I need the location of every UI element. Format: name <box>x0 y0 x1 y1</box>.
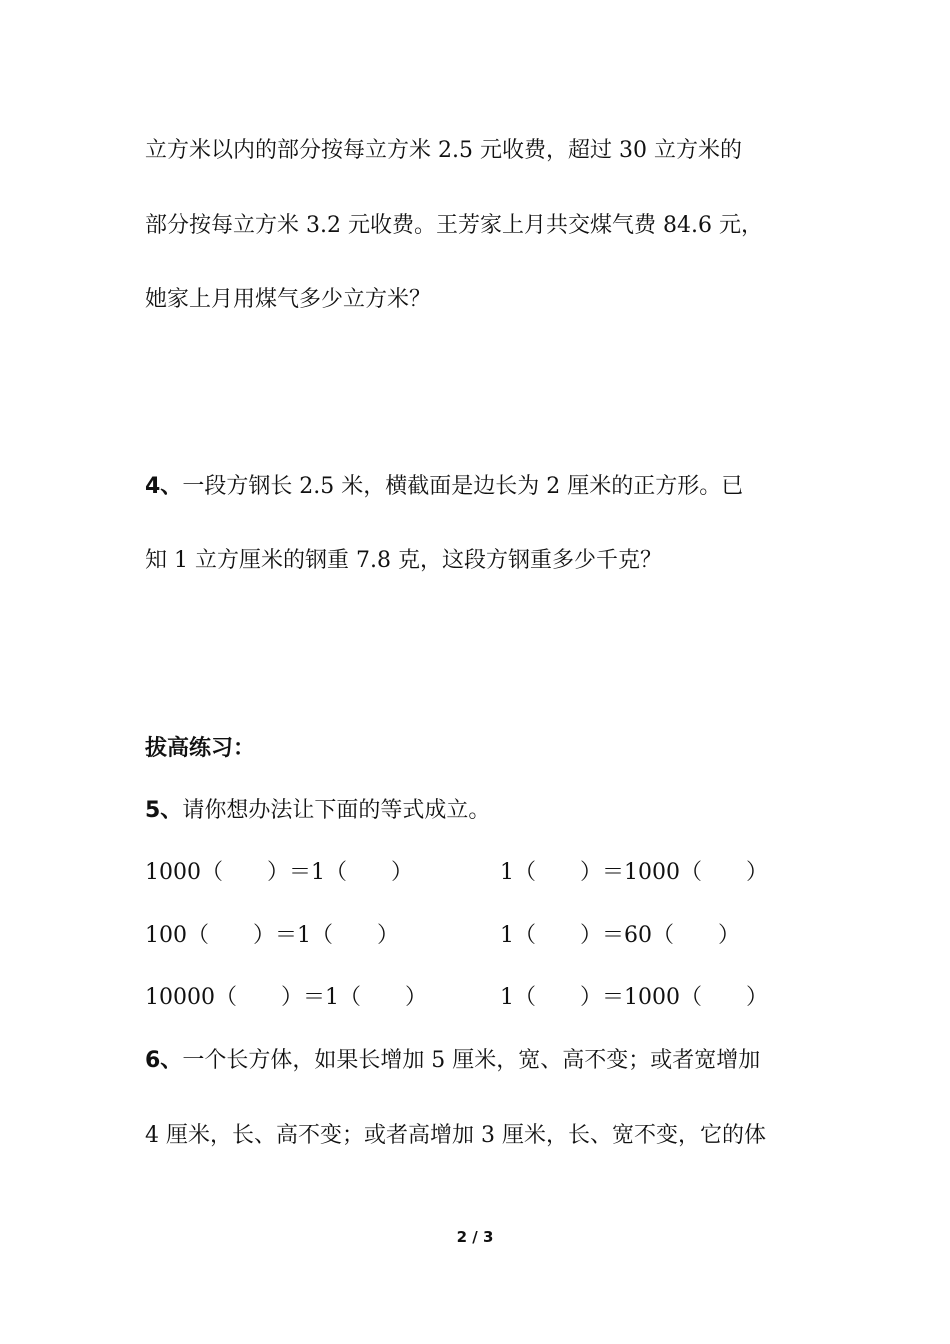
problem4-text1: 一段方钢长 2.5 米，横截面是边长为 2 厘米的正方形。已 <box>182 474 744 499</box>
problem5-number: 5、 <box>145 798 183 823</box>
problem6-number: 6、 <box>145 1048 183 1073</box>
problem6-line1 <box>145 1046 760 1076</box>
equation-2-right: 1（ ）＝60（ ） <box>500 923 740 948</box>
problem3-line3: 她家上月用煤气多少立方米？ <box>145 287 432 312</box>
problem5-text: 请你想办法让下面的等式成立。 <box>182 798 491 823</box>
equation-3-left: 10000（ ）＝1（ ） <box>145 985 427 1010</box>
problem4-line2: 知 1 立方厘米的钢重 7.8 克，这段方钢重多少千克？ <box>145 548 662 573</box>
problem6-line2: 4 厘米，长、高不变；或者高增加 3 厘米，长、宽不变，它的体 <box>145 1123 766 1148</box>
page-number: 2 / 3 <box>456 1228 494 1246</box>
problem6-text1: 一个长方体，如果长增加 5 厘米，宽、高不变；或者宽增加 <box>182 1048 761 1073</box>
equation-1-left: 1000（ ）＝1（ ） <box>145 860 413 885</box>
section-title: 拔高练习： <box>145 736 256 761</box>
equation-3-right: 1（ ）＝1000（ ） <box>500 985 768 1010</box>
problem4-number: 4、 <box>145 474 183 499</box>
problem3-line2: 部分按每立方米 3.2 元收费。王芳家上月共交煤气费 84.6 元， <box>145 213 763 238</box>
problem5-line <box>145 796 490 826</box>
equation-1-right: 1（ ）＝1000（ ） <box>500 860 768 885</box>
problem4-line1 <box>145 472 743 502</box>
equation-2-left: 100（ ）＝1（ ） <box>145 923 399 948</box>
problem3-line1: 立方米以内的部分按每立方米 2.5 元收费，超过 30 立方米的 <box>145 138 742 163</box>
